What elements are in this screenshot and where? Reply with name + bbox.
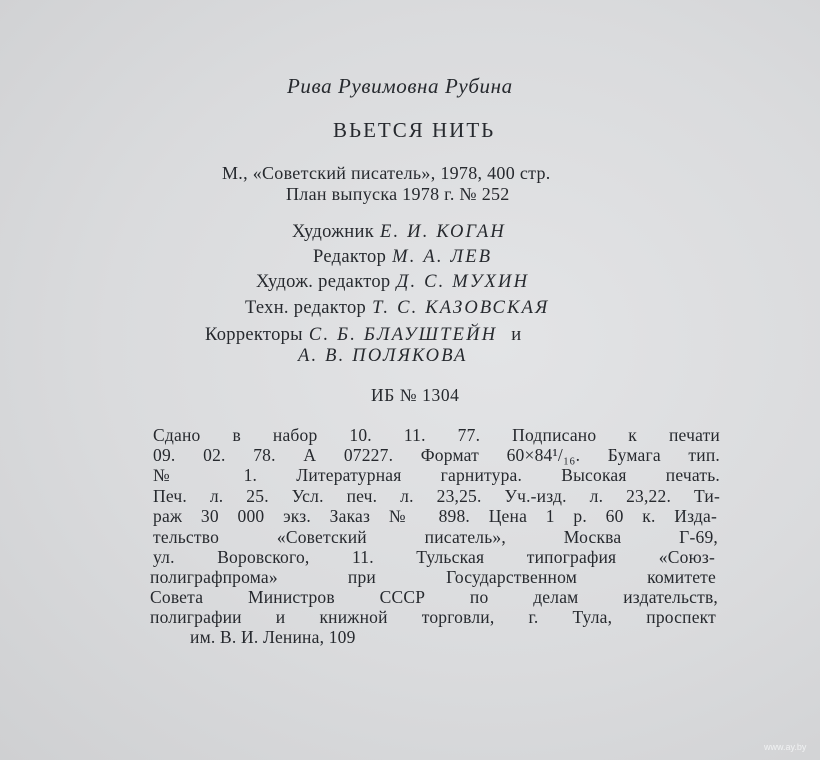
credit-art-editor <box>256 272 529 292</box>
credit-tech-editor <box>245 298 549 318</box>
book-title: ВЬЕТСЯ НИТЬ <box>333 118 496 142</box>
author-name: Рива Рувимовна Рубина <box>287 74 513 98</box>
watermark: www.ay.by <box>764 742 807 752</box>
credit-role: Художник <box>292 222 374 242</box>
credit-proofreaders <box>205 325 522 345</box>
credit-role: Редактор <box>313 247 387 267</box>
credit-artist <box>292 222 506 242</box>
imprint-line: Сдано в набор 10. 11. 77. Подписано к печати <box>153 425 720 445</box>
imprint-line: полиграфии и книжной торговли, г. Тула, проспект <box>150 607 716 627</box>
ib-number: ИБ № 1304 <box>371 385 460 405</box>
credit-role: Корректоры <box>205 325 303 345</box>
imprint-line: полиграфпрома» при Государственном комитете <box>150 567 716 587</box>
credit-conjunction: и <box>511 325 522 345</box>
imprint-line: им. В. И. Ленина, 109 <box>190 627 356 647</box>
credit-role: Техн. редактор <box>245 298 367 318</box>
credit-name: Д. С. МУХИН <box>396 272 530 292</box>
credit-continuation: А. В. ПОЛЯКОВА <box>298 346 468 366</box>
credit-name: С. Б. БЛАУШТЕЙН <box>308 325 498 345</box>
imprint-line: ул. Воровского, 11. Тульская типография «Союз- <box>153 547 715 567</box>
release-plan: План выпуска 1978 г. № 252 <box>286 184 510 204</box>
credit-role: Худож. редактор <box>256 272 391 292</box>
imprint-line: раж 30 000 экз. Заказ № 898. Цена 1 р. 60 к. Изда- <box>153 506 717 526</box>
publication-info: М., «Советский писатель», 1978, 400 стр. <box>222 163 551 183</box>
imprint-line: Печ. л. 25. Усл. печ. л. 23,25. Уч.-изд. л. 23,22. Ти- <box>153 486 720 506</box>
credit-editor <box>313 247 492 267</box>
imprint-line: тельство «Советский писатель», Москва Г-69, <box>153 527 718 547</box>
imprint-line: 09. 02. 78. А 07227. Формат 60×84¹/₁₆. Бумага тип. <box>153 445 720 465</box>
imprint-line: № 1. Литературная гарнитура. Высокая печать. <box>153 465 720 485</box>
imprint-line: Совета Министров СССР по делам издательств, <box>150 587 718 607</box>
credit-name: М. А. ЛЕВ <box>392 247 493 267</box>
credit-name: Е. И. КОГАН <box>380 222 506 242</box>
credit-name: Т. С. КАЗОВСКАЯ <box>372 298 550 318</box>
